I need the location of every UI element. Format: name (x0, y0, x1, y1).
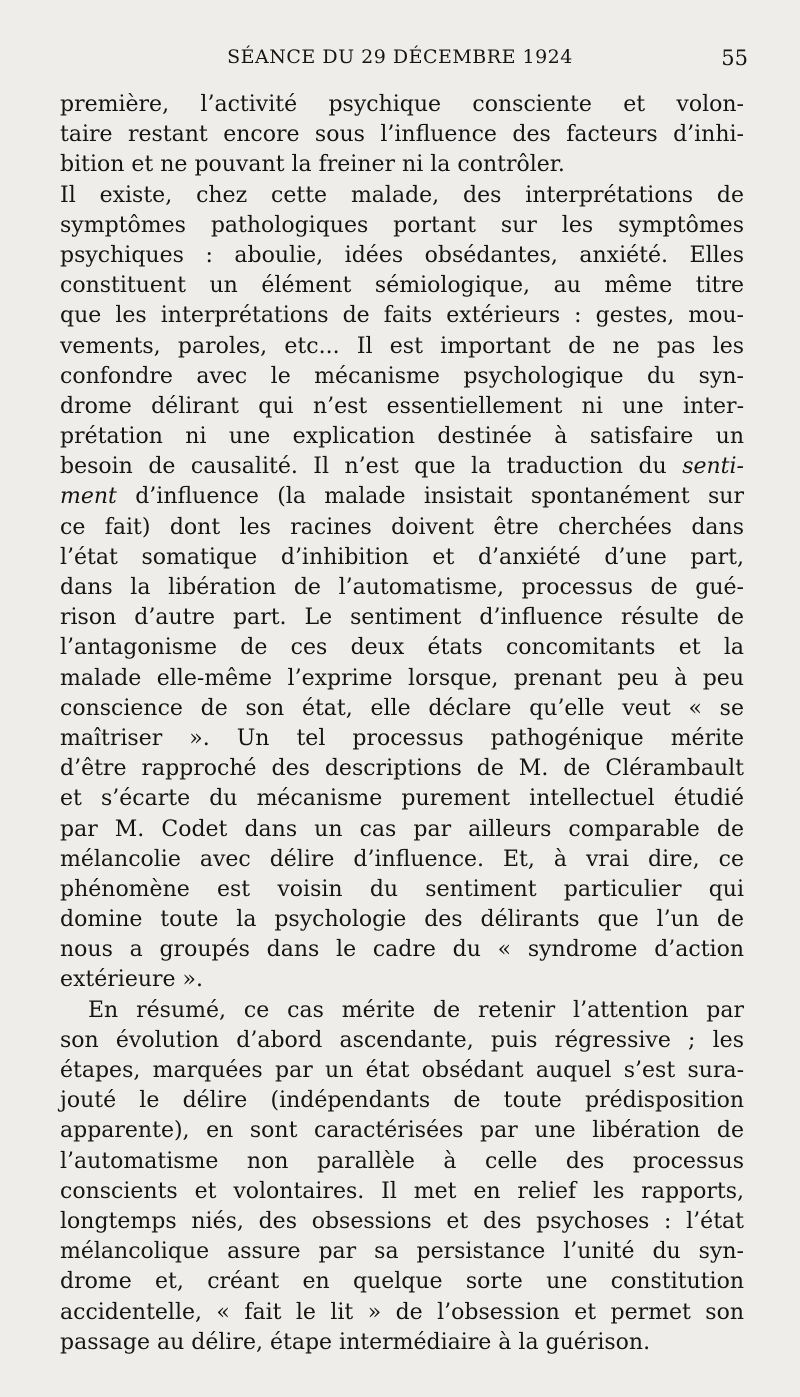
text-line: conscients et volontaires. Il met en relief les rapports, (60, 1178, 744, 1204)
running-header: SÉANCE DU 29 DÉCEMBRE 1924 (227, 46, 573, 68)
text-line: d’être rapproché des descriptions de M. de Clérambault (60, 756, 744, 782)
text-line: vements, paroles, etc... Il est important de ne pas les (60, 333, 744, 359)
text-line: son évolution d’abord ascendante, puis régressive ; les (60, 1027, 744, 1053)
text-line: domine toute la psychologie des délirants que l’un de (60, 907, 744, 933)
text-line: dans la libération de l’automatisme, processus de gué- (60, 575, 744, 600)
text-line: drome délirant qui n’est essentiellement ni une inter- (60, 393, 744, 419)
text-line: jouté le délire (indépendants de toute prédisposition (60, 1088, 744, 1114)
text-line: apparente), en sont caractérisées par une libération de (60, 1118, 744, 1144)
text-line: l’antagonisme de ces deux états concomitants et la (60, 635, 744, 661)
text-line: confondre avec le mécanisme psychologique du syn- (60, 363, 744, 389)
text-line (60, 482, 744, 512)
text-line: nous a groupés dans le cadre du « syndrome d’action (60, 937, 744, 963)
text-line: constituent un élément sémiologique, au même titre (60, 273, 744, 299)
text-line: malade elle-même l’exprime lorsque, prenant peu à peu (60, 665, 744, 691)
text-line: psychiques : aboulie, idées obsédantes, anxiété. Elles (60, 242, 744, 268)
text-line: l’automatisme non parallèle à celle des processus (60, 1148, 744, 1174)
text-line: et s’écarte du mécanisme purement intellectuel étudié (60, 786, 744, 812)
text-line: longtemps niés, des obsessions et des psychoses : l’état (60, 1208, 744, 1234)
italic-word: ment (60, 484, 117, 510)
text-line: mélancolique assure par sa persistance l’unité du syn- (60, 1239, 744, 1265)
page-number: 55 (721, 46, 748, 70)
text-segment: d’influence (la malade insistait spontanément sur (116, 484, 744, 510)
text-segment: besoin de causalité. Il n’est que la traduction du (60, 454, 683, 480)
text-line: En résumé, ce cas mérite de retenir l’attention par (88, 997, 744, 1023)
text-line: étapes, marquées par un état obsédant auquel s’est sura- (60, 1058, 744, 1083)
text-line: accidentelle, « fait le lit » de l’obsession et permet son (60, 1299, 744, 1325)
text-line: prétation ni une explication destinée à satisfaire un (60, 424, 744, 450)
italic-word: senti- (682, 454, 744, 480)
text-line: Il existe, chez cette malade, des interprétations de (60, 182, 744, 208)
text-line (60, 452, 744, 482)
text-line: taire restant encore sous l’influence des facteurs d’inhi- (60, 122, 744, 148)
text-line: l’état somatique d’inhibition et d’anxiété d’une part, (60, 544, 744, 570)
text-line: ce fait) dont les racines doivent être cherchées dans (60, 514, 744, 540)
text-line: drome et, créant en quelque sorte une constitution (60, 1269, 744, 1295)
body-text (60, 90, 744, 1358)
text-line: par M. Codet dans un cas par ailleurs comparable de (60, 816, 744, 842)
text-line: que les interprétations de faits extérieurs : gestes, mou- (60, 303, 744, 329)
text-line: mélancolie avec délire d’influence. Et, à vrai dire, ce (60, 846, 744, 872)
text-line: extérieure ». (60, 967, 204, 993)
text-line: phénomène est voisin du sentiment particulier qui (60, 876, 744, 902)
text-line: symptômes pathologiques portant sur les symptômes (60, 212, 744, 238)
text-line: rison d’autre part. Le sentiment d’influence résulte de (60, 605, 744, 631)
text-line: conscience de son état, elle déclare qu’elle veut « se (60, 695, 744, 721)
text-line: bition et ne pouvant la freiner ni la contrôler. (60, 152, 565, 178)
text-line: première, l’activité psychique consciente et volon- (60, 92, 744, 117)
text-line: passage au délire, étape intermédiaire à la guérison. (60, 1329, 651, 1355)
text-line: maîtriser ». Un tel processus pathogénique mérite (60, 725, 744, 751)
